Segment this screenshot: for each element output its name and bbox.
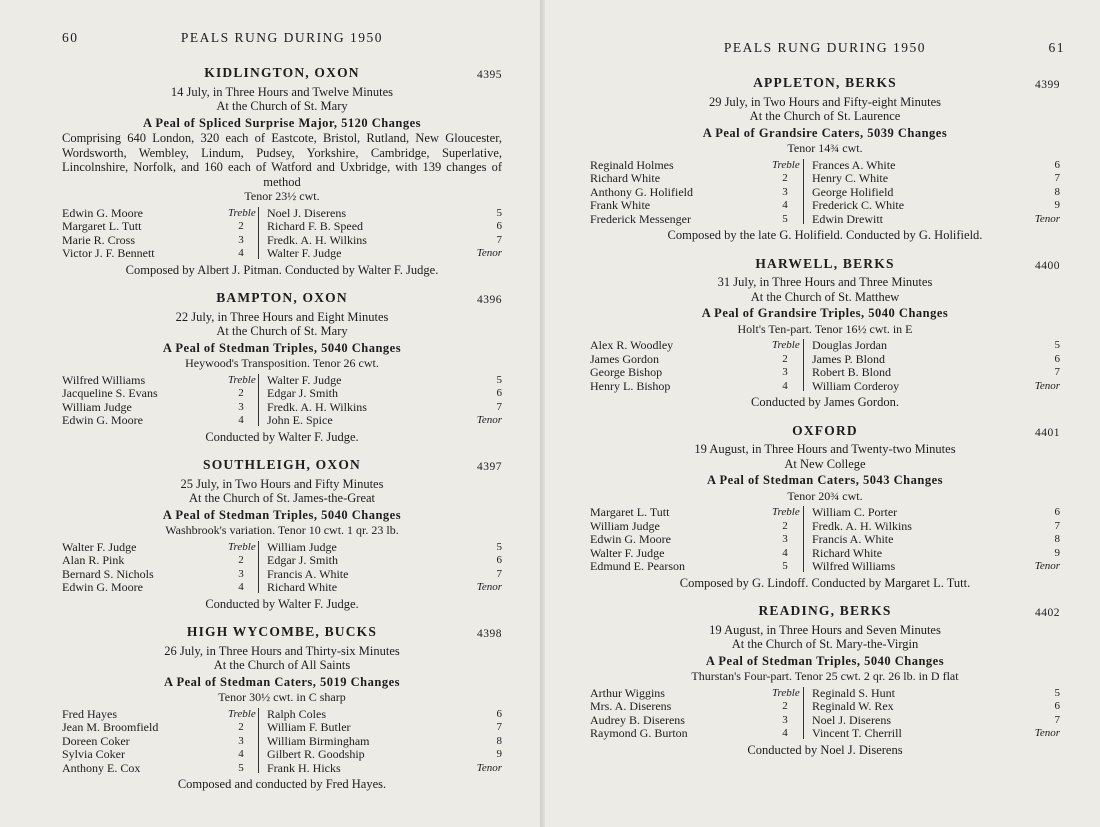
- ringer-row: [590, 212, 1060, 226]
- ringer-name: William Corderoy: [812, 378, 900, 393]
- ringer-row: [590, 158, 1060, 172]
- bell-number: Treble: [228, 540, 256, 553]
- ringer-band: [62, 707, 502, 775]
- bell-number: 7: [496, 233, 502, 246]
- bell-number: 7: [1054, 172, 1060, 184]
- peal-date: 22 July, in Three Hours and Eight Minutes: [175, 309, 389, 324]
- ringer-row: [62, 720, 502, 734]
- bell-number: 7: [496, 721, 502, 733]
- peal-credits: Conducted by Walter F. Judge.: [205, 429, 359, 444]
- ringer-row: [590, 352, 1060, 366]
- ringer-name: Richard White: [812, 545, 883, 560]
- ringer-name: Fredk. A. H. Wilkins: [267, 399, 367, 414]
- ringer-name: Reginald Holmes: [590, 157, 674, 172]
- ringer-name: Edwin G. Moore: [62, 580, 143, 594]
- peal-entry: [62, 458, 502, 611]
- ringer-name: Frances A. White: [812, 157, 896, 172]
- ringer-row: [590, 519, 1060, 533]
- bell-number: 6: [496, 707, 502, 720]
- ringer-name: Richard F. B. Speed: [267, 219, 364, 233]
- ringer-name: John E. Spice: [267, 413, 333, 427]
- running-header: [590, 40, 1065, 62]
- ringer-name: Francis A. White: [267, 566, 349, 581]
- bell-number: 5: [782, 560, 788, 572]
- peal-church: At the Church of St. Matthew: [750, 289, 900, 304]
- ringer-row: [62, 761, 502, 775]
- peal-credits: Composed by G. Lindoff. Conducted by Margaret L. Tutt.: [679, 575, 971, 590]
- ringer-name: Fred Hayes: [62, 706, 117, 721]
- bell-number: Tenor: [476, 414, 502, 426]
- bell-number: 2: [782, 700, 788, 712]
- bell-number: Tenor: [1034, 212, 1060, 225]
- ringer-name: Robert B. Blond: [812, 365, 892, 379]
- ringer-name: Edgar J. Smith: [267, 553, 338, 567]
- ringer-name: Mrs. A. Diserens: [590, 699, 672, 713]
- ringer-row: [590, 365, 1060, 379]
- ringer-row: [590, 559, 1060, 573]
- ringer-name: Frederick Messenger: [590, 211, 691, 226]
- bell-number: 2: [782, 172, 788, 184]
- ringer-name: Wilfred Williams: [62, 372, 146, 387]
- bell-number: 5: [496, 373, 502, 386]
- bell-number: 5: [496, 540, 502, 553]
- bell-number: 8: [496, 734, 502, 747]
- bell-number: 2: [782, 519, 788, 532]
- ringer-name: Jean M. Broomfield: [62, 720, 159, 734]
- peal-place: BAMPTON, OXON: [216, 290, 348, 305]
- ringer-name: George Bishop: [590, 365, 663, 379]
- ringer-name: William Judge: [267, 539, 337, 554]
- peal-church: At the Church of St. Mary-the-Virgin: [731, 637, 919, 651]
- bell-number: 7: [1054, 366, 1060, 378]
- peal-place: APPLETON, BERKS: [753, 75, 897, 90]
- ringer-band: [590, 505, 1060, 573]
- peal-number: 4402: [1035, 607, 1060, 619]
- ringer-row: [590, 379, 1060, 393]
- ringer-row: [62, 540, 502, 554]
- left-page: [0, 0, 545, 827]
- ringer-name: Richard White: [590, 171, 661, 185]
- ringer-row: [62, 246, 502, 260]
- ringer-name: Walter F. Judge: [267, 246, 342, 260]
- ringer-row: [62, 373, 502, 387]
- peal-tenor: Tenor 14¾ cwt.: [787, 141, 863, 155]
- peal-method: A Peal of Grandsire Caters, 5039 Changes: [702, 125, 948, 140]
- bell-number: 5: [238, 761, 244, 774]
- ringer-band: [62, 206, 502, 260]
- ringer-name: Douglas Jordan: [812, 338, 887, 352]
- peal-place: SOUTHLEIGH, OXON: [203, 457, 361, 472]
- ringer-name: Bernard S. Nichols: [62, 566, 154, 581]
- ringer-name: Edwin Drewitt: [812, 211, 883, 226]
- peal-place: HARWELL, BERKS: [755, 255, 895, 271]
- peal-tenor: Holt's Ten-part. Tenor 16½ cwt. in E: [737, 321, 913, 336]
- bell-number: 9: [1054, 199, 1060, 211]
- ringer-name: Fredk. A. H. Wilkins: [267, 232, 367, 247]
- ringer-name: Frank White: [590, 198, 651, 212]
- bell-number: 4: [238, 247, 244, 259]
- peal-date: 29 July, in Two Hours and Fifty-eight Minutes: [708, 94, 942, 109]
- ringer-name: Sylvia Coker: [62, 747, 125, 761]
- bell-number: 3: [782, 533, 788, 545]
- ringer-row: [62, 206, 502, 220]
- peal-date: 19 August, in Three Hours and Seven Minutes: [709, 622, 941, 637]
- bell-number: 7: [1054, 713, 1060, 726]
- ringer-name: William Judge: [62, 399, 132, 414]
- peal-date: 19 August, in Three Hours and Twenty-two Minutes: [694, 442, 956, 456]
- ringer-name: Alan R. Pink: [62, 553, 125, 567]
- running-title: PEALS RUNG DURING 1950: [723, 40, 927, 55]
- ringer-row: [590, 713, 1060, 727]
- bell-number: 3: [238, 233, 244, 246]
- bell-number: Tenor: [476, 247, 502, 259]
- peal-place: HIGH WYCOMBE, BUCKS: [186, 624, 378, 639]
- ringer-row: [62, 707, 502, 721]
- peal-method: A Peal of Stedman Caters, 5019 Changes: [163, 674, 400, 689]
- bell-number: Tenor: [476, 761, 502, 774]
- ringer-name: Doreen Coker: [62, 733, 130, 748]
- bell-number: 6: [1054, 700, 1060, 712]
- peal-credits: Conducted by Noel J. Diserens: [747, 742, 903, 757]
- ringer-band: [62, 373, 502, 427]
- bell-number: 9: [1054, 546, 1060, 559]
- bell-number: 2: [238, 721, 244, 733]
- bell-number: 3: [238, 400, 244, 413]
- bell-number: 4: [238, 581, 244, 593]
- peal-method: A Peal of Grandsire Triples, 5040 Changes: [701, 306, 949, 320]
- peal-method: A Peal of Stedman Triples, 5040 Changes: [162, 340, 402, 355]
- peal-method: A Peal of Stedman Caters, 5043 Changes: [706, 473, 943, 487]
- peal-number: 4397: [477, 461, 502, 473]
- ringer-name: Gilbert R. Goodship: [267, 747, 365, 761]
- peal-place: READING, BERKS: [758, 603, 892, 618]
- bell-number: Treble: [228, 206, 256, 219]
- peal-description: Comprising 640 London, 320 each of Eastcote, Bristol, Rutland, New Gloucester, Wordsworth, Wembley, Lindum, Pudsey, Yorkshire, Cambridge, Superlative, Lincolnshire, Norfolk, and 160 each of Watford and Uxbridge, with 139 changes of method: [62, 131, 502, 189]
- peal-tenor: Heywood's Transposition. Tenor 26 cwt.: [185, 356, 379, 370]
- bell-number: 7: [496, 567, 502, 580]
- ringer-name: Margaret L. Tutt: [590, 505, 670, 519]
- ringer-row: [62, 413, 502, 427]
- page-number: 61: [1048, 40, 1065, 55]
- bell-number: 2: [238, 387, 244, 399]
- ringer-row: [590, 505, 1060, 519]
- peal-date: 26 July, in Three Hours and Thirty-six Minutes: [164, 643, 400, 658]
- ringer-row: [590, 546, 1060, 560]
- ringer-name: Anthony E. Cox: [62, 760, 141, 775]
- peal-entry: [62, 66, 502, 277]
- bell-number: Treble: [772, 158, 800, 171]
- peal-credits: Conducted by James Gordon.: [751, 395, 899, 409]
- peal-number: 4399: [1035, 79, 1060, 91]
- peal-credits: Composed by the late G. Holifield. Conducted by G. Holifield.: [667, 228, 983, 242]
- ringer-name: James Gordon: [590, 351, 659, 366]
- ringer-name: Walter F. Judge: [267, 372, 342, 387]
- peal-method: A Peal of Stedman Triples, 5040 Changes: [705, 653, 945, 668]
- ringer-band: [590, 158, 1060, 226]
- ringer-name: Walter F. Judge: [590, 545, 665, 560]
- peal-church: At the Church of All Saints: [213, 658, 351, 672]
- bell-number: Treble: [772, 506, 800, 518]
- bell-number: 8: [1054, 185, 1060, 198]
- ringer-row: [62, 734, 502, 748]
- ringer-name: Francis A. White: [812, 532, 894, 546]
- ringer-name: William C. Porter: [812, 505, 898, 519]
- bell-number: 6: [1054, 352, 1060, 365]
- peal-church: At New College: [784, 456, 866, 471]
- peal-method: A Peal of Stedman Triples, 5040 Changes: [162, 507, 402, 522]
- bell-number: 7: [1054, 519, 1060, 532]
- ringer-name: Edmund E. Pearson: [590, 559, 685, 573]
- bell-number: 3: [782, 713, 788, 726]
- bell-number: 4: [238, 748, 244, 760]
- ringer-name: Frederick C. White: [812, 198, 905, 212]
- ringer-name: Raymond G. Burton: [590, 726, 688, 740]
- bell-number: 6: [1054, 506, 1060, 518]
- peal-date: 31 July, in Three Hours and Three Minutes: [717, 275, 933, 289]
- ringer-row: [590, 532, 1060, 546]
- bell-number: Tenor: [1034, 727, 1060, 739]
- ringer-row: [590, 185, 1060, 199]
- peal-number: 4395: [477, 69, 502, 81]
- ringer-band: [590, 338, 1060, 392]
- peal-credits: Composed by Albert J. Pitman. Conducted by Walter F. Judge.: [125, 262, 439, 277]
- peal-number: 4396: [477, 294, 502, 306]
- left-page-column: [62, 30, 502, 792]
- ringer-band: [62, 540, 502, 594]
- peal-date: 14 July, in Three Hours and Twelve Minutes: [170, 84, 394, 99]
- ringer-name: William Birmingham: [267, 733, 370, 748]
- bell-number: 6: [496, 387, 502, 399]
- bell-number: 6: [496, 220, 502, 232]
- ringer-name: Jacqueline S. Evans: [62, 386, 158, 400]
- peal-credits: Composed and conducted by Fred Hayes.: [177, 777, 387, 791]
- bell-number: 5: [496, 206, 502, 219]
- ringer-row: [62, 219, 502, 233]
- bell-number: 5: [1054, 686, 1060, 699]
- right-page: [545, 0, 1100, 827]
- peal-entry: [62, 291, 502, 444]
- bell-number: 3: [782, 366, 788, 378]
- bell-number: 4: [782, 546, 788, 559]
- ringer-row: [590, 198, 1060, 212]
- peal-entry: [62, 625, 502, 792]
- ringer-name: Victor J. F. Bennett: [62, 246, 155, 260]
- peal-date: 25 July, in Two Hours and Fifty Minutes: [180, 476, 384, 491]
- running-header: [62, 30, 502, 52]
- ringer-name: Edwin G. Moore: [590, 532, 671, 546]
- ringer-row: [62, 580, 502, 594]
- ringer-name: William Judge: [590, 518, 660, 533]
- bell-number: 2: [782, 352, 788, 365]
- bell-number: 5: [782, 212, 788, 225]
- peal-tenor: Tenor 20¾ cwt.: [787, 488, 863, 503]
- ringer-name: Audrey B. Diserens: [590, 712, 685, 727]
- ringer-name: Anthony G. Holifield: [590, 184, 693, 199]
- bell-number: 4: [782, 727, 788, 739]
- peal-entry: [590, 604, 1060, 757]
- bell-number: 3: [782, 185, 788, 198]
- bell-number: Treble: [228, 707, 256, 720]
- ringer-row: [590, 726, 1060, 740]
- ringer-name: Edwin G. Moore: [62, 205, 143, 220]
- ringer-row: [590, 338, 1060, 352]
- bell-number: 4: [238, 414, 244, 426]
- bell-number: Tenor: [476, 581, 502, 593]
- peal-number: 4400: [1035, 259, 1060, 272]
- ringer-name: Henry C. White: [812, 171, 889, 185]
- bell-number: Tenor: [1034, 560, 1060, 572]
- ringer-row: [590, 699, 1060, 713]
- ringer-name: Walter F. Judge: [62, 539, 137, 554]
- bell-number: Treble: [772, 339, 800, 351]
- peal-place: KIDLINGTON, OXON: [204, 65, 360, 80]
- ringer-name: Fredk. A. H. Wilkins: [812, 518, 912, 533]
- right-page-column: [590, 40, 1065, 757]
- ringer-name: Marie R. Cross: [62, 232, 135, 247]
- ringer-name: Noel J. Diserens: [812, 712, 891, 727]
- bell-number: Tenor: [1034, 379, 1060, 392]
- ringer-row: [62, 400, 502, 414]
- ringer-name: James P. Blond: [812, 351, 886, 366]
- ringer-name: Alex R. Woodley: [590, 338, 674, 352]
- bell-number: 6: [496, 554, 502, 566]
- bell-number: 4: [782, 199, 788, 211]
- ringer-row: [62, 386, 502, 400]
- page-number: 60: [62, 30, 79, 45]
- ringer-row: [590, 171, 1060, 185]
- ringer-name: Noel J. Diserens: [267, 205, 346, 220]
- peal-number: 4398: [477, 628, 502, 640]
- ringer-name: Richard White: [267, 580, 338, 594]
- running-title: PEALS RUNG DURING 1950: [180, 30, 384, 45]
- peal-entry: [590, 424, 1060, 591]
- ringer-row: [590, 686, 1060, 700]
- bell-number: 8: [1054, 533, 1060, 545]
- bell-number: 3: [238, 567, 244, 580]
- peal-tenor: Tenor 23½ cwt.: [244, 189, 320, 203]
- ringer-row: [62, 747, 502, 761]
- peal-entry: [590, 257, 1060, 410]
- peal-entry: [590, 76, 1060, 243]
- peal-credits: Conducted by Walter F. Judge.: [205, 596, 359, 611]
- ringer-name: Edwin G. Moore: [62, 413, 143, 427]
- peal-tenor: Thurstan's Four-part. Tenor 25 cwt. 2 qr. 26 lb. in D flat: [691, 669, 959, 683]
- bell-number: 7: [496, 400, 502, 413]
- ringer-row: [62, 233, 502, 247]
- ringer-name: Vincent T. Cherrill: [812, 726, 902, 740]
- peal-place: OXFORD: [792, 422, 858, 438]
- peal-church: At the Church of St. Mary: [216, 324, 348, 338]
- peal-church: At the Church of St. Laurence: [749, 109, 901, 123]
- ringer-name: Henry L. Bishop: [590, 378, 671, 393]
- peal-method: A Peal of Spliced Surprise Major, 5120 Changes: [142, 115, 422, 130]
- peal-church: At the Church of St. James-the-Great: [188, 491, 376, 505]
- ringer-name: Margaret L. Tutt: [62, 219, 142, 233]
- ringer-name: Ralph Coles: [267, 706, 326, 721]
- ringer-band: [590, 686, 1060, 740]
- ringer-name: Arthur Wiggins: [590, 685, 665, 700]
- bell-number: 6: [1054, 158, 1060, 171]
- bell-number: 2: [238, 220, 244, 232]
- bell-number: Treble: [228, 373, 256, 386]
- bell-number: 5: [1054, 339, 1060, 351]
- ringer-name: Reginald S. Hunt: [812, 685, 895, 700]
- ringer-row: [62, 567, 502, 581]
- ringer-name: Edgar J. Smith: [267, 386, 338, 400]
- bell-number: 4: [782, 379, 788, 392]
- ringer-name: William F. Butler: [267, 720, 351, 734]
- peal-tenor: Tenor 30½ cwt. in C sharp: [218, 690, 346, 704]
- ringer-name: Reginald W. Rex: [812, 699, 894, 713]
- peal-number: 4401: [1035, 426, 1060, 439]
- bell-number: 3: [238, 734, 244, 747]
- ringer-name: Wilfred Williams: [812, 559, 896, 573]
- ringer-name: George Holifield: [812, 184, 894, 199]
- ringer-name: Frank H. Hicks: [267, 760, 341, 775]
- ringer-row: [62, 553, 502, 567]
- peal-church: At the Church of St. Mary: [216, 99, 348, 113]
- bell-number: 2: [238, 554, 244, 566]
- peal-tenor: Washbrook's variation. Tenor 10 cwt. 1 qr. 23 lb.: [165, 523, 399, 537]
- bell-number: Treble: [772, 686, 800, 699]
- bell-number: 9: [496, 748, 502, 760]
